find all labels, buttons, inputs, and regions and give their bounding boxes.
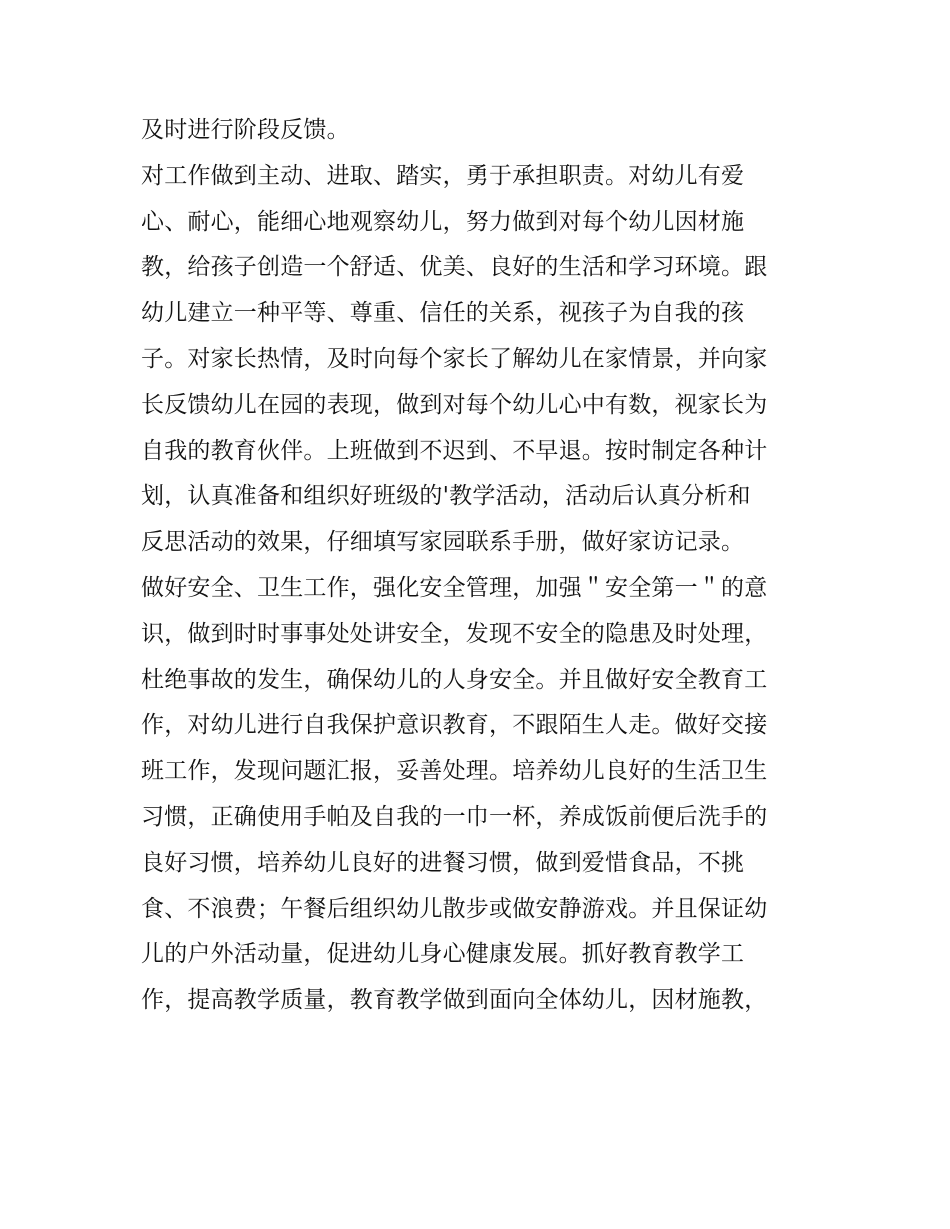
text-line: 子。对家长热情，及时向每个家长了解幼儿在家情景，并向家 <box>141 345 768 372</box>
text-line: 杜绝事故的发生，确保幼儿的人身安全。并且做好安全教育工 <box>141 666 768 693</box>
body-text <box>141 108 821 1024</box>
text-line: 心、耐心，能细心地观察幼儿，努力做到对每个幼儿因材施 <box>141 208 745 235</box>
text-line: 长反馈幼儿在园的表现，做到对每个幼儿心中有数，视家长为 <box>141 391 768 418</box>
text-line: 划，认真准备和组织好班级的'教学活动，活动后认真分析和 <box>141 483 751 510</box>
text-line: 反思活动的效果，仔细填写家园联系手册，做好家访记录。 <box>141 529 745 556</box>
text-line: 幼儿建立一种平等、尊重、信任的关系，视孩子为自我的孩 <box>141 300 745 327</box>
text-line: 儿的户外活动量，促进幼儿身心健康发展。抓好教育教学工 <box>141 941 745 968</box>
text-line: 习惯，正确使用手帕及自我的一巾一杯，养成饭前便后洗手的 <box>141 803 768 830</box>
text-line: 作，提高教学质量，教育教学做到面向全体幼儿，因材施教， <box>141 987 768 1014</box>
text-line: 良好习惯，培养幼儿良好的进餐习惯，做到爱惜食品，不挑 <box>141 849 745 876</box>
text-line: 自我的教育伙伴。上班做到不迟到、不早退。按时制定各种计 <box>141 437 768 464</box>
text-line: 识，做到时时事事处处讲安全，发现不安全的隐患及时处理， <box>141 620 768 647</box>
text-line: 班工作，发现问题汇报，妥善处理。培养幼儿良好的生活卫生 <box>141 758 768 785</box>
text-line: 教，给孩子创造一个舒适、优美、良好的生活和学习环境。跟 <box>141 254 768 281</box>
text-line: 对工作做到主动、进取、踏实，勇于承担职责。对幼儿有爱 <box>141 162 745 189</box>
text-line: 作，对幼儿进行自我保护意识教育，不跟陌生人走。做好交接 <box>141 712 768 739</box>
text-line: 食、不浪费；午餐后组织幼儿散步或做安静游戏。并且保证幼 <box>141 895 768 922</box>
text-line: 做好安全、卫生工作，强化安全管理，加强＂安全第一＂的意 <box>141 574 768 601</box>
text-line: 及时进行阶段反馈。 <box>141 117 350 143</box>
